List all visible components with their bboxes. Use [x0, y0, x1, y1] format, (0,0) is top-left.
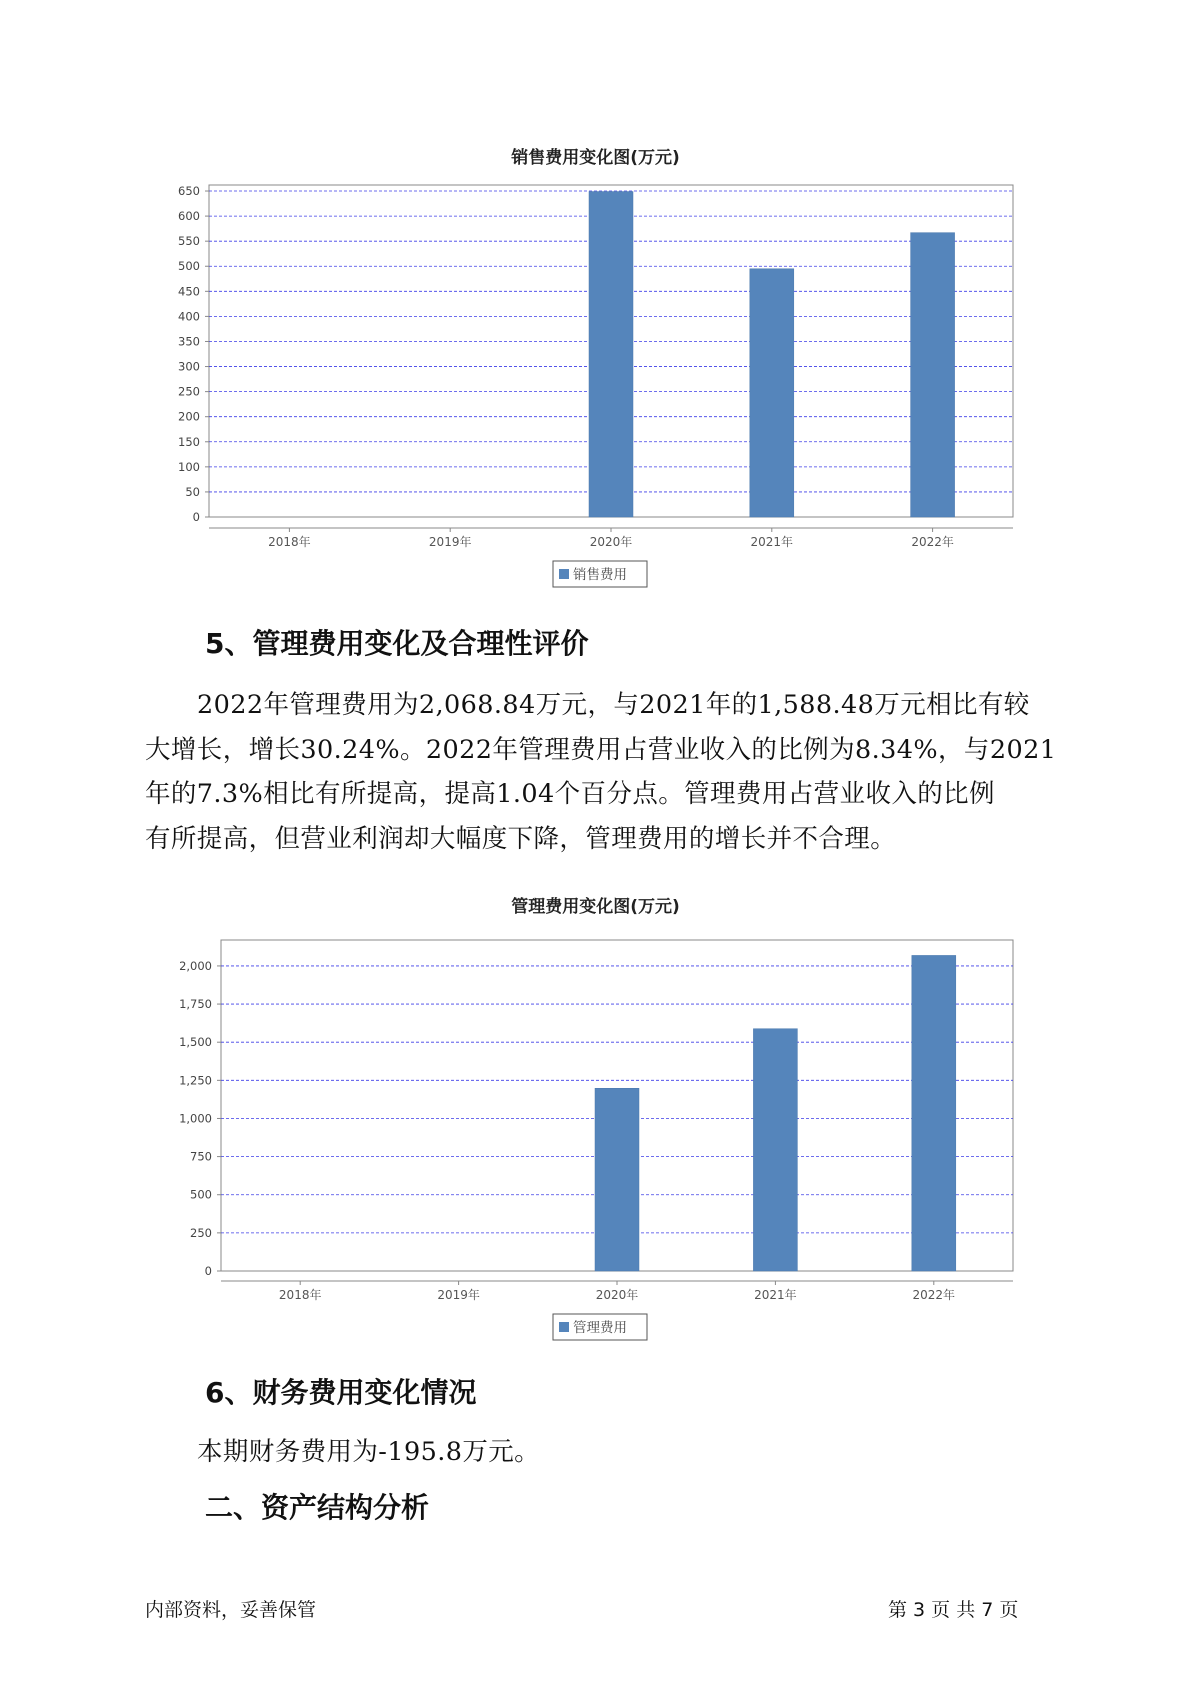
- legend-label: 管理费用: [573, 1320, 627, 1336]
- bar: [911, 233, 955, 517]
- y-tick-label: 1,500: [179, 1035, 212, 1050]
- y-tick-label: 300: [178, 359, 200, 374]
- legend: [553, 561, 647, 587]
- y-tick-label: 1,250: [179, 1073, 212, 1088]
- legend-label: 销售费用: [573, 567, 627, 583]
- y-tick-label: 50: [185, 484, 200, 499]
- admin-expense-chart: [0, 920, 1191, 1340]
- legend-swatch: [559, 1322, 569, 1332]
- y-tick-label: 500: [190, 1187, 212, 1202]
- x-tick-label: 2022年: [912, 1288, 956, 1302]
- bar: [595, 1088, 639, 1271]
- y-tick-label: 250: [190, 1225, 212, 1240]
- y-tick-label: 500: [178, 259, 200, 274]
- y-tick-label: 350: [178, 334, 200, 349]
- y-tick-label: 0: [192, 510, 200, 524]
- bar: [753, 1029, 797, 1271]
- section-two-heading: 二、资产结构分析: [205, 1491, 430, 1524]
- section-6-paragraph: [145, 1430, 1050, 1475]
- x-tick-label: 2022年: [911, 535, 954, 549]
- y-tick-label: 450: [178, 284, 200, 299]
- bar: [912, 955, 956, 1271]
- paragraph-line: 有所提高，但营业利润却大幅度下降，管理费用的增长并不合理。: [145, 823, 897, 854]
- y-tick-label: 1,750: [179, 997, 212, 1012]
- paragraph-line: 本期财务费用为-195.8万元。: [197, 1437, 541, 1467]
- x-tick-label: 2019年: [428, 535, 472, 549]
- admin-chart-title: 管理费用变化图(万元): [511, 897, 680, 917]
- y-tick-label: 0: [204, 1264, 212, 1278]
- y-tick-label: 650: [178, 184, 200, 199]
- x-tick-label: 2018年: [278, 1288, 322, 1302]
- y-tick-label: 2,000: [179, 958, 212, 973]
- x-tick-label: 2020年: [589, 535, 633, 549]
- x-tick-label: 2021年: [750, 535, 794, 549]
- paragraph-line: 2022年管理费用为2,068.84万元，与2021年的1,588.48万元相比有较: [197, 690, 1030, 720]
- paragraph-line: 大增长，增长30.24%。2022年管理费用占营业收入的比例为8.34%，与2021: [145, 734, 1057, 765]
- bar: [750, 269, 794, 517]
- x-tick-label: 2020年: [595, 1288, 639, 1302]
- x-tick-label: 2019年: [437, 1288, 480, 1302]
- y-tick-label: 1,000: [179, 1111, 212, 1126]
- legend: [553, 1314, 647, 1340]
- x-tick-label: 2021年: [754, 1288, 797, 1302]
- x-tick-label: 2018年: [268, 535, 311, 549]
- y-tick-label: 750: [190, 1149, 212, 1164]
- y-tick-label: 400: [178, 309, 200, 324]
- footer-note: 内部资料，妥善保管: [145, 1599, 317, 1621]
- y-tick-label: 200: [178, 409, 200, 424]
- sales-chart-title: 销售费用变化图(万元): [511, 148, 680, 168]
- sales-expense-chart: [0, 170, 1191, 590]
- paragraph-line: 年的7.3%相比有所提高，提高1.04个百分点。管理费用占营业收入的比例: [145, 779, 995, 809]
- section-5-paragraph: [145, 683, 1057, 861]
- section-5-heading: 5、管理费用变化及合理性评价: [205, 627, 589, 660]
- legend-swatch: [559, 569, 569, 579]
- bar: [589, 192, 633, 517]
- y-tick-label: 600: [178, 209, 200, 224]
- page-number: 第 3 页 共 7 页: [888, 1599, 1019, 1621]
- section-6-heading: 6、财务费用变化情况: [205, 1376, 477, 1409]
- y-tick-label: 550: [178, 234, 200, 249]
- y-tick-label: 100: [178, 459, 200, 474]
- y-tick-label: 150: [178, 434, 200, 449]
- y-tick-label: 250: [178, 384, 200, 399]
